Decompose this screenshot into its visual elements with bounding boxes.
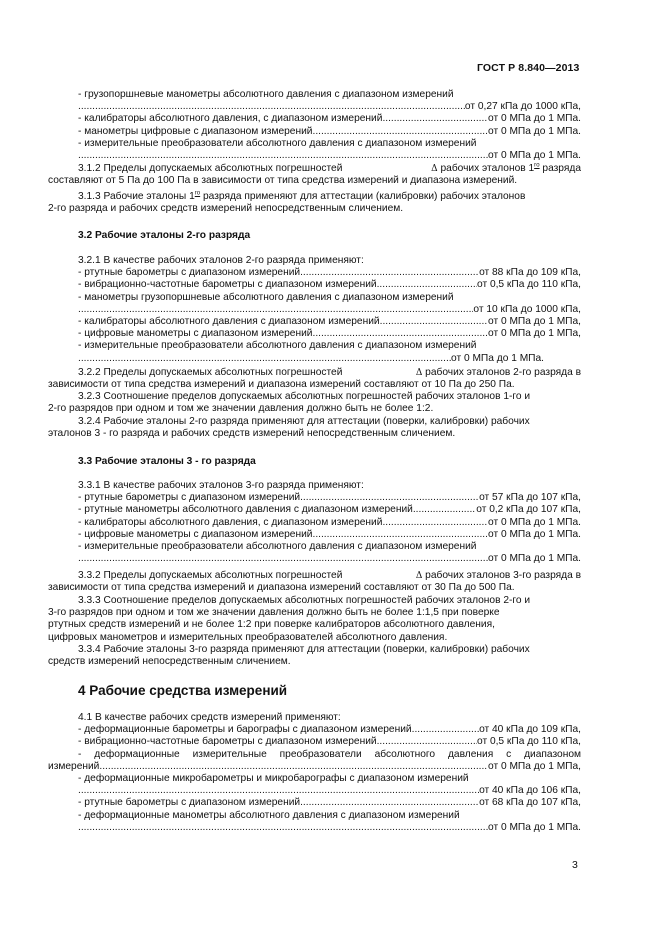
list-item: - цифровые манометры с диапазоном измерений ..... от 0 МПа до 1 МПа. [78,529,581,541]
list-item: - цифровые манометры с диапазоном измерений ..... от 0 МПа до 1 МПа, [78,328,581,340]
paragraph-3-2-2: 3.2.2 Пределы допускаемых абсолютных погрешностей Δ рабочих эталонов 2-го разряда в зависимости от типа средства измерений и диапазона измерений составляют от 10 Па до 250 Па. [48,367,581,391]
list-item: - манометры цифровые с диапазоном измерений ..... от 0 МПа до 1 МПа. [78,126,581,138]
paragraph-3-1-2: 3.1.2 Пределы допускаемых абсолютных погрешностей Δ рабочих эталонов $1^{го}$ разряда составляют от 5 Па до 100 Па в зависимости от типа средства измерений и диапазона измерений. [48,163,581,187]
list-item: - измерительные преобразователи абсолютного давления с диапазоном измерений [78,137,477,149]
list-item-value-line: ..... от 0 МПа до 1 МПа. [78,553,581,565]
list-item: - деформационные манометры абсолютного давления с диапазоном измерений [78,809,460,821]
page-number: 3 [572,859,578,871]
list-item: - ртутные барометры с диапазоном измерений ..... от 88 кПа до 109 кПа, [78,267,581,279]
list-item: - ртутные манометры абсолютного давления с диапазоном измерений ..... от 0,2 кПа до 107 кПа, [78,504,581,516]
section-4-list: 4.1 В качестве рабочих средств измерений применяют: - деформационные барометры и барографы с диапазоном измерений ..... от 40 кПа до 109 кПа, - вибрационно-частотные барометры с диапазоном измерений ..... от 0,5 кПа до 110 кПа, - деформационные измерительные преобразователи абсолютного давления с диапазоном [78,712,581,761]
paragraph-3-2-3: 3.2.3 Соотношение пределов допускаемых абсолютных погрешностей рабочих эталонов 1-го и 2-го разрядов при одном и том же значении давления должно быть не более 1:2. [48,391,531,415]
list-item: - вибрационно-частотные барометры с диапазоном измерений ..... от 0,5 кПа до 110 кПа, [78,279,581,291]
list-item: - ртутные барометры с диапазоном измерений ..... от 57 кПа до 107 кПа, [78,492,581,504]
list-item: - деформационные микробарометры и микробарографы с диапазоном измерений [78,773,469,784]
list-item: - вибрационно-частотные барометры с диапазоном измерений ..... от 0,5 кПа до 110 кПа, [78,736,581,748]
section-4-heading: 4 Рабочие средства измерений [78,683,288,698]
list-item: - измерительные преобразователи абсолютного давления с диапазоном измерений [78,540,477,552]
list-item: - калибраторы абсолютного давления с диапазоном измерений ..... от 0 МПа до 1 МПа, [78,316,581,328]
list-item-value-line: ..... от 0 МПа до 1 МПа. [78,150,581,162]
list-item: - деформационные измерительные преобразователи абсолютного давления с диапазоном [78,748,581,760]
list-item: - калибраторы абсолютного давления, с диапазоном измерений ..... от 0 МПа до 1 МПа. [78,113,581,125]
paragraph-3-2-4: 3.2.4 Рабочие эталоны 2-го разряда применяют для аттестации (поверки, калибровки) рабочих эталонов 3 - го разряда и рабочих средств измерений непосредственным сличением. [48,416,530,440]
section-3-2-heading: 3.2 Рабочие эталоны 2-го разряда [78,230,251,241]
section-3-1-list [78,89,581,162]
paragraph-3-1-3: 3.1.3 Рабочие эталоны $1^{го}$ разряда применяют для аттестации (калибровки) рабочих эталонов 2-го разряда и рабочих средств измерений непосредственным сличением. [48,191,526,215]
paragraph-3-3-4: 3.3.4 Рабочие эталоны 3-го разряда применяют для аттестации (поверки, калибровки) рабочих средств измерений непосредственным сличением. [48,644,530,668]
paragraph-3-3-2: 3.3.2 Пределы допускаемых абсолютных погрешностей Δ рабочих эталонов 3-го разряда в зависимости от типа средства измерений и диапазона измерений составляют от 30 Па до 500 Па. [48,570,581,594]
section-3-3-list: 3.3.1 В качестве рабочих эталонов 3-го разряда применяют: - ртутные барометры с диапазоном измерений ..... от 57 кПа до 107 кПа, - ртутные манометры абсолютного давления с диапазоном измерений ..... от 0,2 кПа до 107 кПа, - калибраторы абсолютного давления, с диапазоном измерений ..... от 0 МПа до 1 МПа. - цифровые манометры с диапазоном измерений ..... от 0 МПа до 1 МПа. - измерительные преобразователи абсолютного давления с диапазоном измерений ..... от 0 МПа до 1 МПа. [78,480,581,565]
list-item: - измерительные преобразователи абсолютного давления с диапазоном измерений [78,340,477,352]
list-item-value-line: ..... от 0 МПа до 1 МПа. [78,353,544,365]
list-item-value-line: ..... от 10 кПа до 1000 кПа, [78,304,581,316]
list-item: - калибраторы абсолютного давления, с диапазоном измерений ..... от 0 МПа до 1 МПа. [78,517,581,529]
range-value: от 0,27 кПа до 1000 кПа, [464,101,581,113]
list-item: - ртутные барометры с диапазоном измерений ..... от 68 кПа до 107 кПа, [78,797,581,809]
list-item-value-line: ..... от 0 МПа до 1 МПа. [78,822,581,834]
list-item: - деформационные барометры и барографы с диапазоном измерений ..... от 40 кПа до 109 кПа, [78,724,581,736]
list-item: - манометры грузопоршневые абсолютного давления с диапазоном измерений [78,291,454,303]
list-item-value-line [78,101,581,113]
section-3-3-heading: 3.3 Рабочие эталоны 3 - го разряда [78,456,256,467]
section-3-2-list: 3.2.1 В качестве рабочих эталонов 2-го разряда применяют: - ртутные барометры с диапазоном измерений ..... от 88 кПа до 109 кПа, - вибрационно-частотные барометры с диапазоном измерений ..... от 0,5 кПа до 110 кПа, - манометры грузопоршневые абсолютного давления с диапазоном измерений ..... от 10 кПа до 1000 кПа, - калибраторы абсолютного давления с диапазоном измерений ..... от 0 МПа до 1 МПа, - цифровые манометры с диапазоном измерений ..... от 0 МПа до 1 МПа, - измерительные преобразователи абсолютного давления с диапазоном измерений ..... от 0 МПа до 1 МПа. [78,255,581,365]
delta-symbol: Δ [431,164,438,174]
list-item: - грузопоршневые манометры абсолютного давления с диапазоном измерений [78,89,454,100]
document-id: ГОСТ Р 8.840—2013 [477,62,580,74]
list-item-continuation: измерений ..... от 0 МПа до 1 МПа, [48,761,581,773]
section-4-list-cont [78,773,581,834]
paragraph-3-3-3: 3.3.3 Соотношение пределов допускаемых абсолютных погрешностей рабочих эталонов 2-го и 3-го разрядов при одном и том же значении давления должно быть не более 1:1,5 при поверке ртутных средств измерений и не более 1:2 при поверке калибраторов абсолютного давления, цифровых манометров и измерительных преобразователей абсолютного давления. [48,595,531,643]
list-item-value-line: ..... от 40 кПа до 106 кПа, [78,785,581,797]
